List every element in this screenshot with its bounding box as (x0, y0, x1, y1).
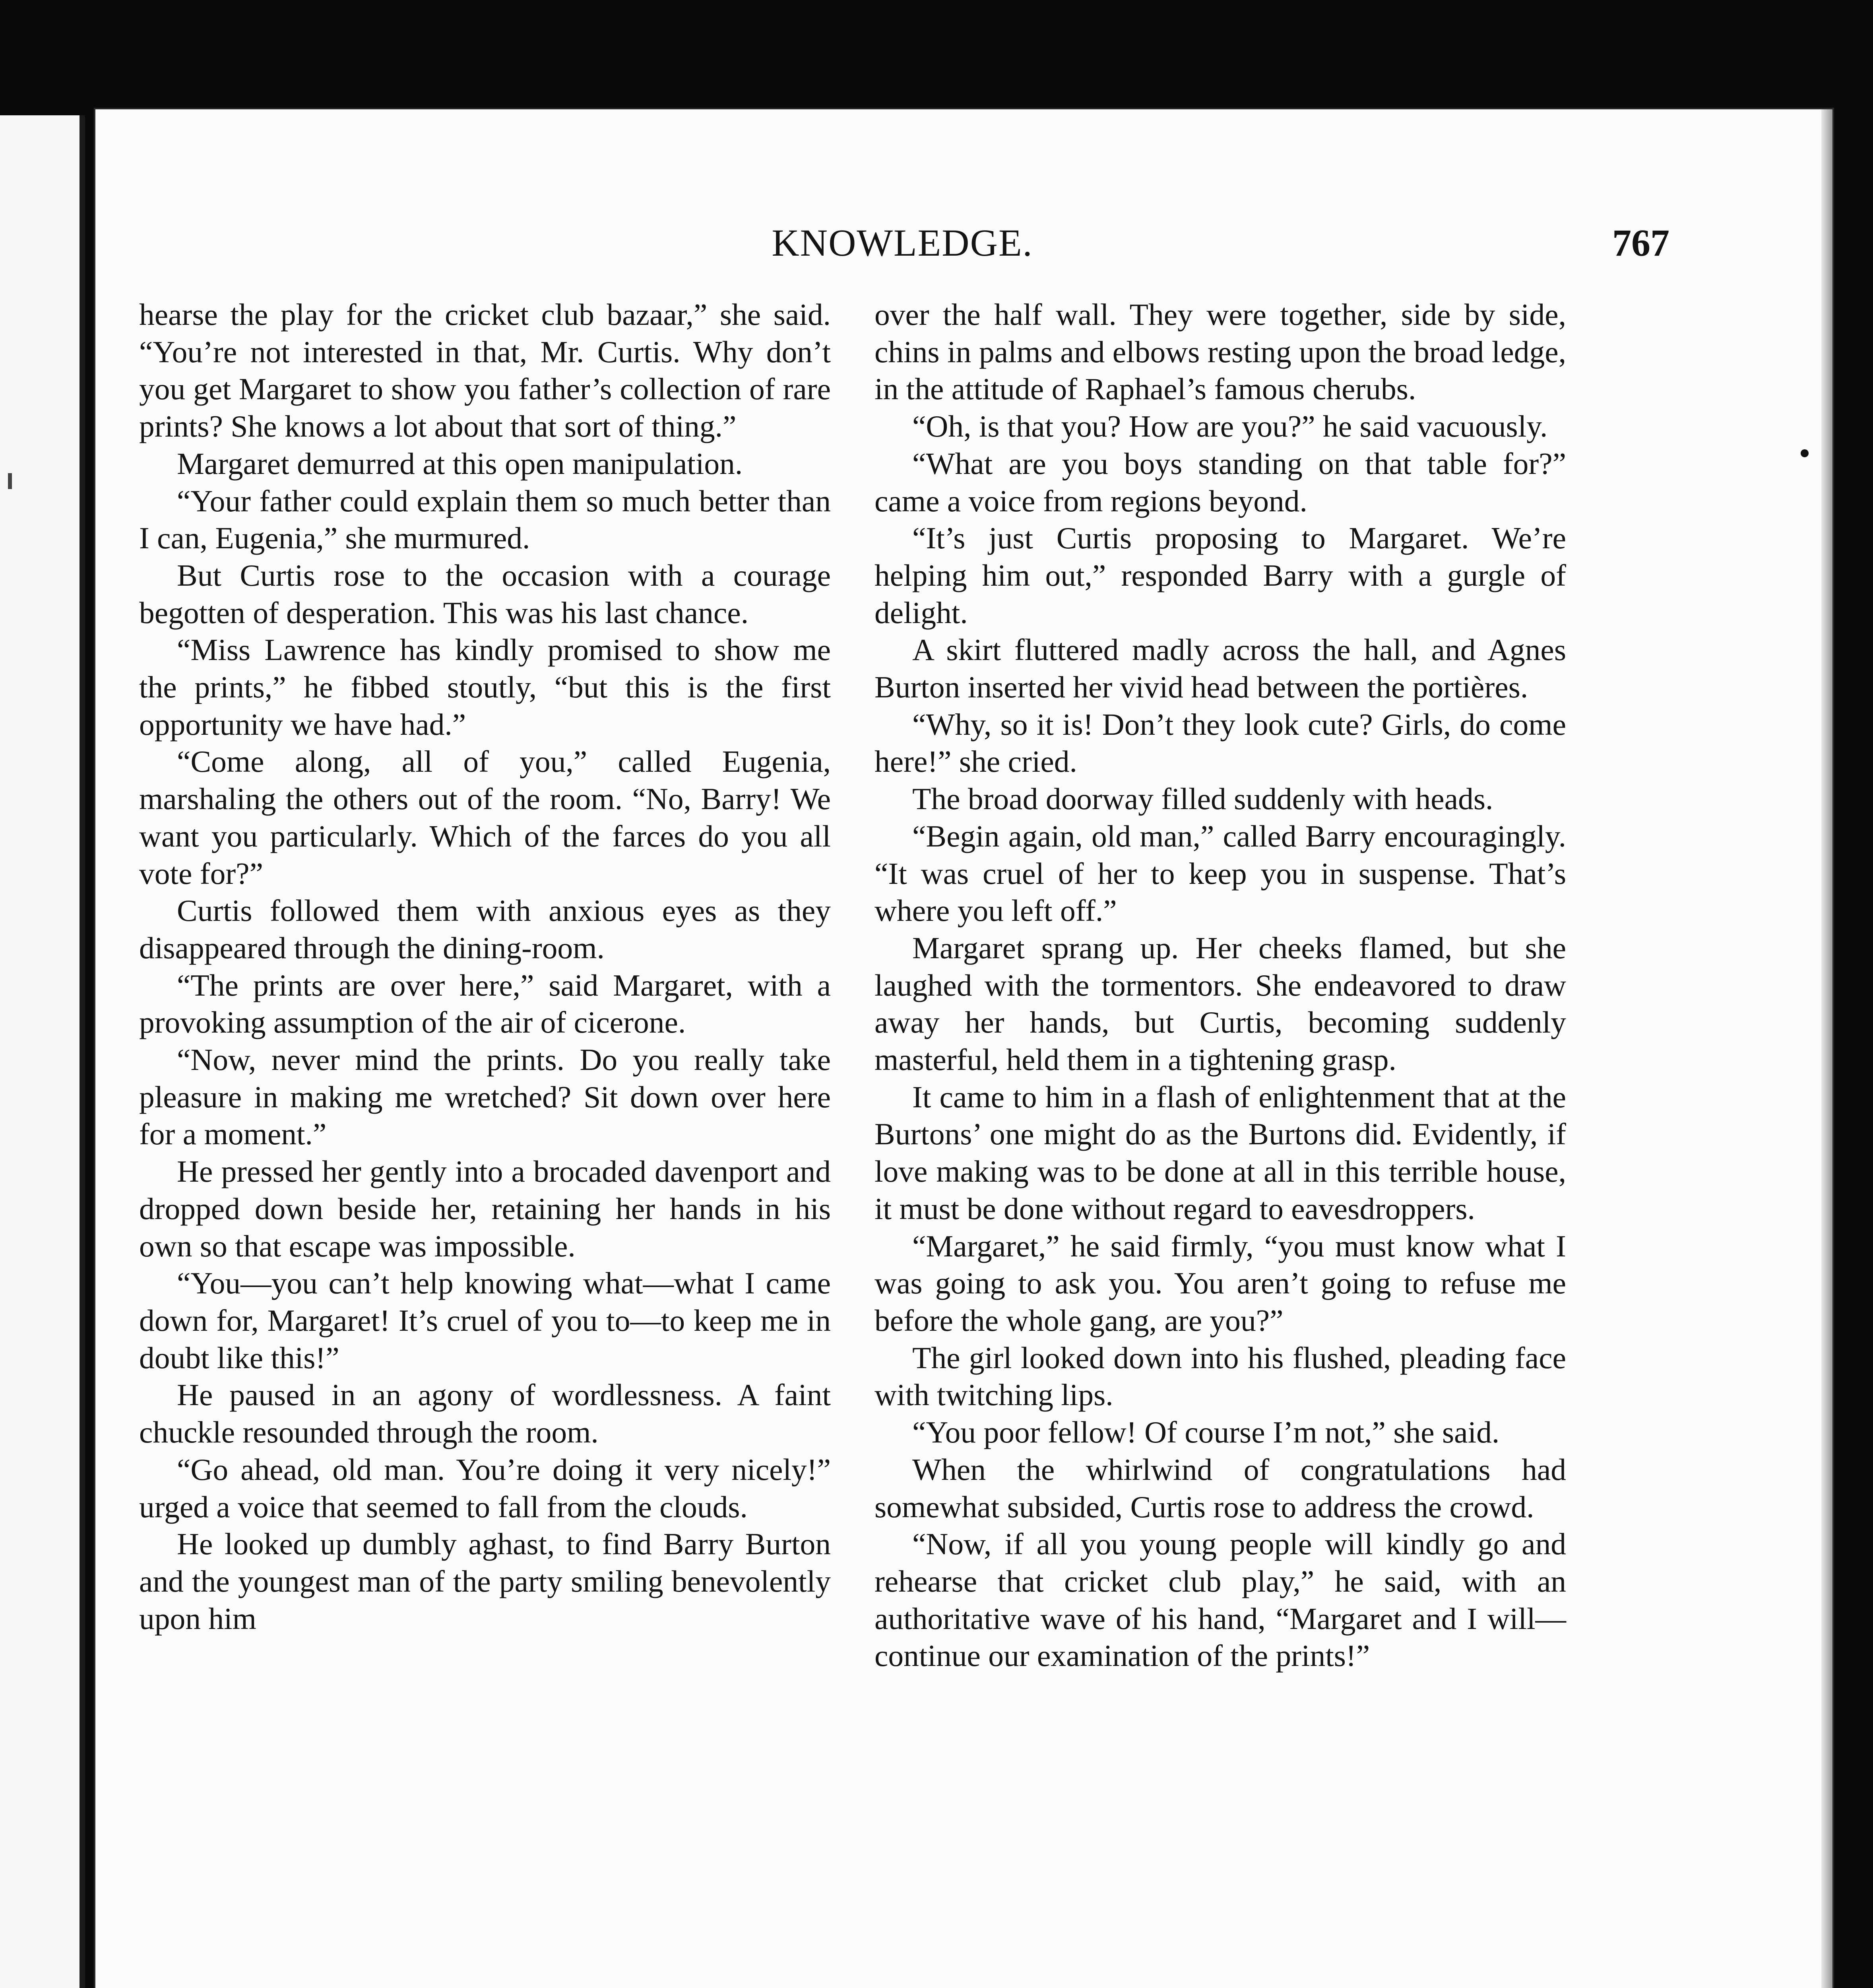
story-paragraph: It came to him in a flash of enlightenment that at the Burtons’ one might do as the Burtons did. Evidently, if love making was to be done at all in this terrible house, it must be done without regard to eavesdroppers. (874, 1079, 1566, 1226)
story-paragraph: He paused in an agony of wordlessness. A faint chuckle resounded through the room. (139, 1378, 831, 1450)
story-paragraph: Curtis followed them with anxious eyes as they disappeared through the dining-room. (139, 893, 831, 965)
story-paragraph: Margaret demurred at this open manipulation. (177, 446, 743, 481)
facing-page-mark (8, 473, 12, 489)
story-paragraph: But Curtis rose to the occasion with a courage begotten of desperation. This was his last chance. (139, 558, 831, 630)
story-paragraph: When the whirlwind of congratulations had somewhat subsided, Curtis rose to address the crowd. (874, 1452, 1566, 1524)
story-paragraph: The girl looked down into his flushed, pleading face with twitching lips. (874, 1340, 1566, 1412)
story-paragraph: He looked up dumbly aghast, to find Barry Burton and the youngest man of the party smiling benevolently upon him (139, 1527, 831, 1636)
story-paragraph: “Come along, all of you,” called Eugenia, marshaling the others out of the room. “No, Barry! We want you particularly. Which of the farces do you all vote for?” (139, 744, 831, 891)
story-paragraph: “Your father could explain them so much better than I can, Eugenia,” she murmured. (139, 483, 831, 555)
story-paragraph: “What are you boys standing on that table for?” came a voice from regions beyond. (874, 446, 1566, 518)
story-paragraph: “Begin again, old man,” called Barry encouragingly. “It was cruel of her to keep you in suspense. That’s where you left off.” (874, 819, 1566, 928)
story-paragraph: A skirt fluttered madly across the hall, and Agnes Burton inserted her vivid head between the portières. (874, 633, 1566, 705)
story-column-left (139, 296, 831, 1637)
story-paragraph: “Now, if all you young people will kindly go and rehearse that cricket club play,” he said, with an authoritative wave of his hand, “Margaret and I will—continue our examination of the prints!” (874, 1527, 1566, 1673)
margin-ink-dot (1801, 449, 1809, 457)
story-column-right (874, 296, 1566, 1675)
story-paragraph: He pressed her gently into a brocaded davenport and dropped down beside her, retaining her hands in his own so that escape was impossible. (139, 1154, 831, 1263)
story-paragraph: over the half wall. They were together, side by side, chins in palms and elbows resting upon the broad ledge, in the attitude of Raphael’s famous cherubs. (874, 297, 1566, 406)
story-paragraph: “Now, never mind the prints. Do you really take pleasure in making me wretched? Sit down over here for a moment.” (139, 1043, 831, 1151)
story-paragraph: “Oh, is that you? How are you?” he said vacuously. (912, 409, 1548, 444)
story-paragraph: “It’s just Curtis proposing to Margaret. We’re helping him out,” responded Barry with a gurgle of delight. (874, 521, 1566, 630)
story-paragraph: “The prints are over here,” said Margaret, with a provoking assumption of the air of cicerone. (139, 968, 831, 1040)
running-head (135, 221, 1669, 272)
page-edge-shadow (1821, 109, 1832, 1988)
story-paragraph: The broad doorway filled suddenly with heads. (912, 782, 1493, 816)
story-paragraph: “Go ahead, old man. You’re doing it very nicely!” urged a voice that seemed to fall from the clouds. (139, 1452, 831, 1524)
story-paragraph: hearse the play for the cricket club bazaar,” she said. “You’re not interested in that, Mr. Curtis. Why don’t you get Margaret to show you father’s collection of rare prints? She knows a lot about that sort of thing.” (139, 297, 831, 444)
running-title: KNOWLEDGE. (772, 221, 1033, 264)
story-paragraph: Margaret sprang up. Her cheeks flamed, but she laughed with the tormentors. She endeavored to draw away her hands, but Curtis, becoming suddenly masterful, held them in a tightening grasp. (874, 930, 1566, 1077)
story-paragraph: “Why, so it is! Don’t they look cute? Girls, do come here!” she cried. (874, 707, 1566, 779)
story-paragraph: “Margaret,” he said firmly, “you must know what I was going to ask you. You aren’t going to refuse me before the whole gang, are you?” (874, 1229, 1566, 1338)
story-paragraph: “Miss Lawrence has kindly promised to show me the prints,” he fibbed stoutly, “but this is the first opportunity we have had.” (139, 633, 831, 742)
facing-page-edge (0, 115, 85, 1988)
page-number: 767 (1612, 221, 1669, 264)
story-paragraph: “You poor fellow! Of course I’m not,” she said. (912, 1415, 1500, 1450)
story-paragraph: “You—you can’t help knowing what—what I came down for, Margaret! It’s cruel of you to—to keep me in doubt like this!” (139, 1266, 831, 1375)
